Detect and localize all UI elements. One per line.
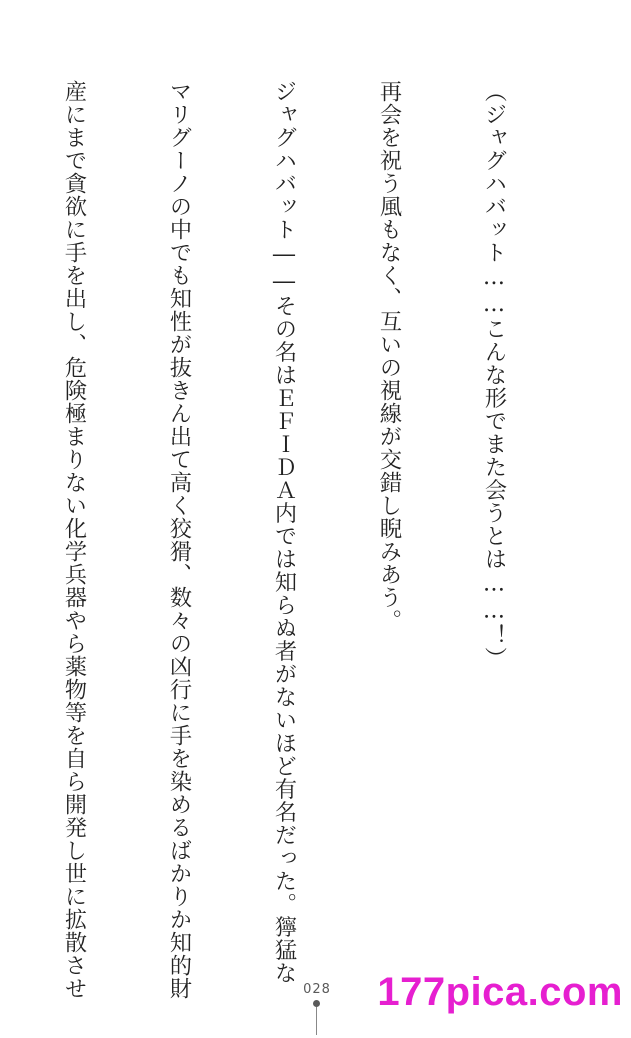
- text-line: ジャグハバット――その名はＥＦＩＤＡ内では知らぬ者がないほど有名だった。獰猛な: [271, 80, 297, 985]
- text-line: 産にまで貪欲に手を出し、危険極まりない化学兵器やら薬物等を自ら開発し世に拡散させ: [61, 80, 87, 1000]
- page-number: 028: [303, 982, 331, 997]
- text-line: 再会を祝う風もなく、互いの視線が交錯し睨みあう。: [376, 80, 402, 632]
- site-watermark: 177pica.com: [377, 970, 623, 1014]
- page-stem-ornament: [316, 1007, 317, 1035]
- page-dot-ornament: [313, 1000, 320, 1007]
- text-line: （ジャグハバット……こんな形でまた会うとは……！）: [481, 80, 507, 671]
- text-line: マリグーノの中でも知性が抜きん出て高く狡猾、数々の凶行に手を染めるばかりか知的財: [166, 80, 192, 1000]
